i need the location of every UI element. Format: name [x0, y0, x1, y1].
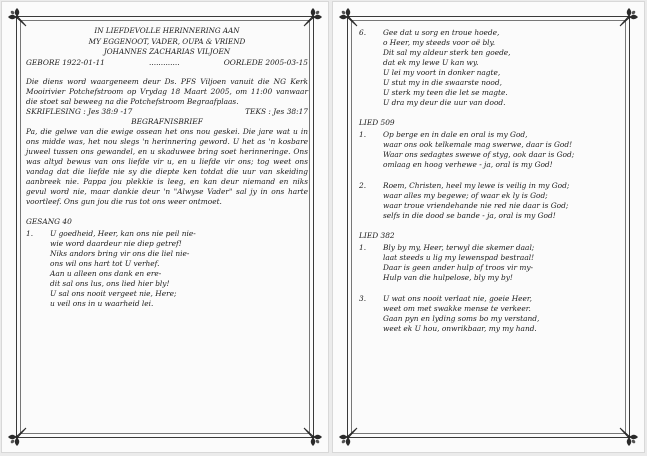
verse-line: Bly by my, Heer, terwyl die skemer daal;: [383, 243, 535, 252]
died-date: OORLEDE 2005-03-15: [223, 57, 308, 67]
verse-line: U wat ons nooit verlaat nie, goeie Heer,: [383, 294, 532, 303]
verse-line: Dit sal my aldeur sterk ten goede,: [383, 48, 511, 57]
verse-line: u veil ons in u waarheid lei.: [50, 298, 154, 308]
right-page: [333, 2, 644, 452]
verse-line: Hulp van die hulpelose, bly my by!: [383, 273, 513, 282]
verse-line: U lei my voort in donker nagte,: [383, 68, 501, 77]
hymn-title: GESANG 40: [26, 216, 72, 226]
service-details: Die diens word waargeneem deur Ds. PFS Viljoen vanuit die NG Kerk Mooirivier Potchefstroom op Vrydag 18 Maart 2005, om 11:00 vanwaar die stoet sal beweeg na die Potchefstroom Begraafplaas.: [26, 76, 308, 106]
verse-number: 2.: [359, 181, 367, 190]
hymn-verse: [359, 181, 628, 221]
left-page: [2, 2, 328, 452]
dates-row: [26, 58, 308, 68]
fleur-de-lis-corner-icon: [337, 426, 359, 448]
verse-number: 1.: [26, 228, 34, 238]
verse-line: selfs in die dood se bande - ja, oral is my God!: [383, 211, 556, 220]
fleur-de-lis-corner-icon: [618, 426, 640, 448]
deceased-name: JOHANNES ZACHARIAS VILJOEN: [103, 47, 231, 56]
verse-line: Op berge en in dale en oral is my God,: [383, 130, 528, 139]
verse-line: Aan u alleen ons dank en ere-: [50, 268, 162, 278]
fleur-de-lis-corner-icon: [618, 6, 640, 28]
memorial-title: [26, 26, 308, 58]
verse-line: Gee dat u sorg en troue hoede,: [383, 28, 500, 37]
scripture-reading: SKRIFLESING : Jes 38:9 -17: [26, 106, 133, 116]
verse-line: waar ons ook telkemale mag swerwe, daar is God!: [383, 140, 573, 149]
hymn-verse: [359, 130, 628, 170]
verse-line: waar alles my begewe; of waar ek ly is God;: [383, 191, 548, 200]
verse-line: dit sal ons lus, ons lied hier bly!: [50, 278, 170, 288]
fleur-de-lis-corner-icon: [337, 6, 359, 28]
left-content: [26, 26, 308, 309]
verse-number: 6.: [359, 28, 367, 37]
verse-line: Gaan pyn en lyding soms bo my verstand,: [383, 314, 540, 323]
fleur-de-lis-corner-icon: [6, 426, 28, 448]
hymn-verse: [26, 229, 308, 309]
verse-line: Daar is geen ander hulp of troos vir my-: [383, 263, 534, 272]
verse-lines: [50, 229, 308, 309]
verse-lines: [383, 294, 628, 334]
verse-line: U dra my deur die uur van dood.: [383, 98, 506, 107]
verse-lines: [383, 28, 628, 108]
funeral-letter: Pa, die gelwe van die ewige ossean het ons nou geskei. Die jare wat u in ons midde was, het nou slegs 'n herinnering geword. U het as 'n kosbare juweel tussen ons gewandel, en u skaduwee bring soet herinneringe. Ons was altyd bewus van ons liefde vir u, en u liefde vir ons; tog weet ons vandag dat die liefde nie sy die diepte ken totdat die uur van skeiding aanbreek nie. Pappa jou plekkie is leeg, en kan deur niemand en niks gevul word nie, maar dankie deur 'n "Alwyse Vader" sal jy in ons harte voortleef. Ons gun jou die rus tot ons weer ontmoet.: [26, 126, 308, 206]
fleur-de-lis-corner-icon: [302, 6, 324, 28]
verse-line: dat ek my lewe U kan wy.: [383, 58, 479, 67]
hymn-title: LIED 509: [359, 118, 395, 127]
verse-line: U sal ons nooit vergeet nie, Here;: [50, 288, 177, 298]
verse-lines: [383, 243, 628, 283]
hymn-verse: [359, 28, 628, 108]
sermon-text: TEKS : Jes 38:17: [245, 106, 308, 116]
verse-line: U stut my in die swaarste nood,: [383, 78, 502, 87]
verse-line: U goedheid, Heer, kan ons nie peil nie-: [50, 228, 196, 238]
verse-line: Waar ons sedagtes swewe of styg, ook daar is God;: [383, 150, 575, 159]
born-date: GEBORE 1922-01-11: [26, 57, 105, 67]
scripture-row: [26, 107, 308, 117]
verse-line: o Heer, my steeds voor oë bly.: [383, 38, 496, 47]
verse-line: laat steeds u lig my lewenspad bestraal!: [383, 253, 535, 262]
dots-separator: .............: [149, 57, 180, 67]
verse-line: weet om met swakke mense te verkeer.: [383, 304, 531, 313]
fleur-de-lis-corner-icon: [6, 6, 28, 28]
fleur-de-lis-corner-icon: [302, 426, 324, 448]
hymn-title: LIED 382: [359, 231, 395, 240]
hymn-verse: [359, 243, 628, 283]
title-line: MY EGGENOOT, VADER, OUPA & VRIEND: [88, 36, 246, 46]
title-line: IN LIEFDEVOLLE HERINNERING AAN: [94, 26, 240, 35]
verse-line: omlaag en hoog verhewe - ja, oral is my God!: [383, 160, 553, 169]
verse-line: U sterk my teen die let se magte.: [383, 88, 508, 97]
verse-line: wie word daardeur nie diep getref!: [50, 238, 182, 248]
verse-line: weet ek U hou, onwrikbaar, my my hand.: [383, 324, 537, 333]
verse-line: waar troue vriendehande nie red nie daar is God;: [383, 201, 569, 210]
verse-line: Roem, Christen, heel my lewe is veilig in my God;: [383, 181, 570, 190]
verse-line: ons wil ons hart tot U verhef.: [50, 258, 160, 268]
verse-number: 1.: [359, 130, 367, 139]
funeral-letter-heading: BEGRAFNISBRIEF: [131, 116, 203, 126]
verse-lines: [383, 181, 628, 221]
verse-line: Niks andors bring vir ons die liel nie-: [50, 248, 190, 258]
verse-number: 1.: [359, 243, 367, 252]
right-content: [359, 26, 628, 334]
hymn-verse: [359, 294, 628, 334]
verse-number: 3.: [359, 294, 367, 303]
verse-lines: [383, 130, 628, 170]
